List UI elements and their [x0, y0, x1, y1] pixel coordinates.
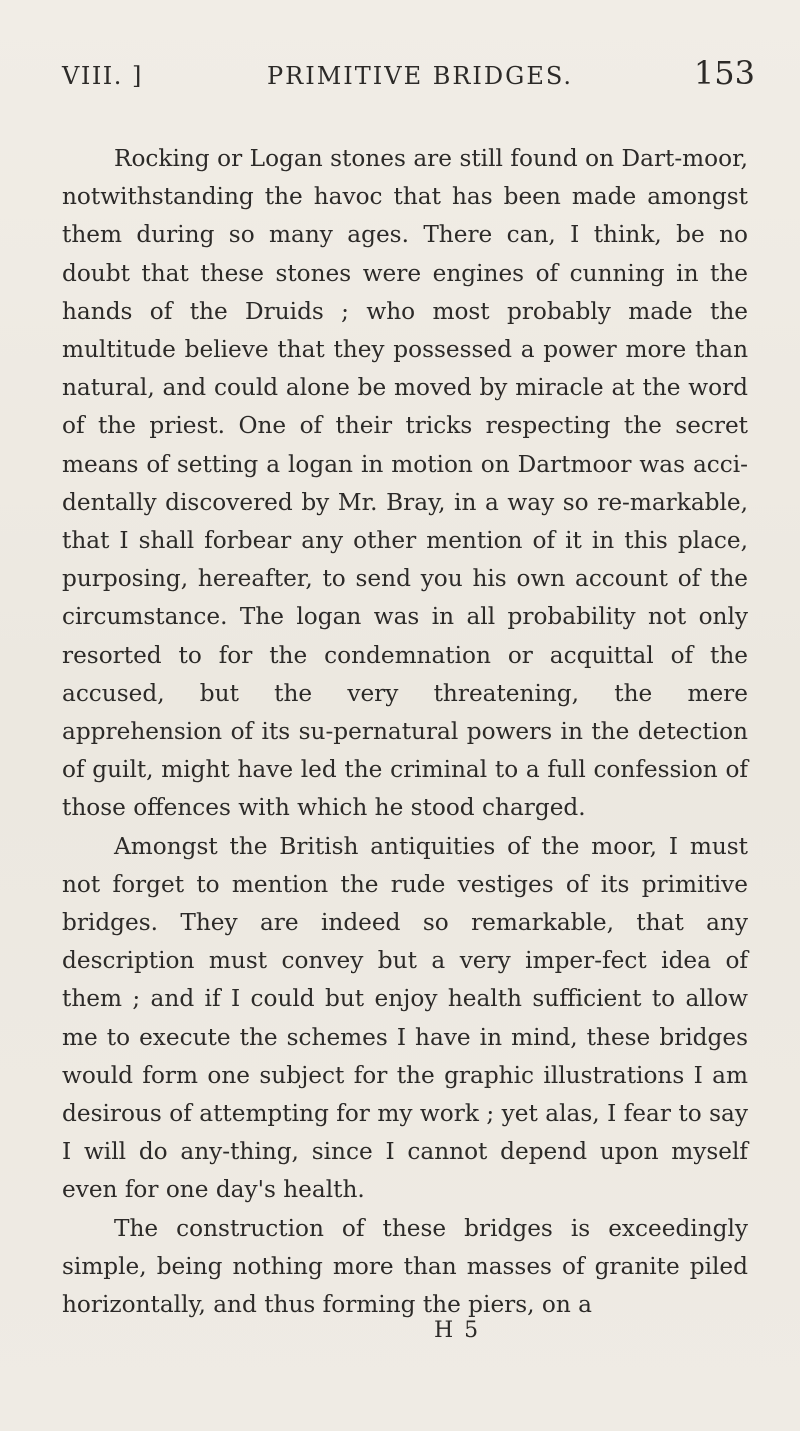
signature-mark: H 5: [434, 1318, 481, 1343]
running-head: [62, 54, 755, 94]
chapter-number: VIII. ]: [62, 62, 143, 90]
paragraph-logan-stones: Rocking or Logan stones are still found on Dart-moor, notwithstanding the havoc that has been made amongst them during so many ages. There can, I think, be no doubt that these stones were engines of cunning in the hands of the Druids ; who most probably made the multitude believe that they possessed a power more than natural, and could alone be moved by miracle at the word of the priest. One of their tricks respecting the secret means of setting a logan in motion on Dartmoor was acci-dentally discovered by Mr. Bray, in a way so re-markable, that I shall forbear any other mention of it in this place, purposing, hereafter, to send you his own account of the circumstance. The logan was in all probability not only resorted to for the condemnation or acquittal of the accused, but the very threatening, the mere apprehension of its su-pernatural powers in the detection of guilt, might have led the criminal to a full confession of those offences with which he stood charged.: [62, 145, 748, 822]
running-title: PRIMITIVE BRIDGES.: [267, 62, 574, 90]
page-number: 153: [693, 54, 755, 92]
body-text: [62, 140, 748, 1324]
paragraph-primitive-bridges: Amongst the British antiquities of the moor, I must not forget to mention the rude vestiges of its primitive bridges. They are indeed so remarkable, that any description must convey but a very imper-fect idea of them ; and if I could but enjoy health sufficient to allow me to execute the schemes I have in mind, these bridges would form one subject for the graphic illustrations I am desirous of attempting for my work ; yet alas, I fear to say I will do any-thing, since I cannot depend upon myself even for one day's health.: [62, 832, 748, 1204]
paragraph-bridge-construction: The construction of these bridges is exceedingly simple, being nothing more than masses of granite piled horizontally, and thus forming the piers, on a: [62, 1214, 748, 1319]
